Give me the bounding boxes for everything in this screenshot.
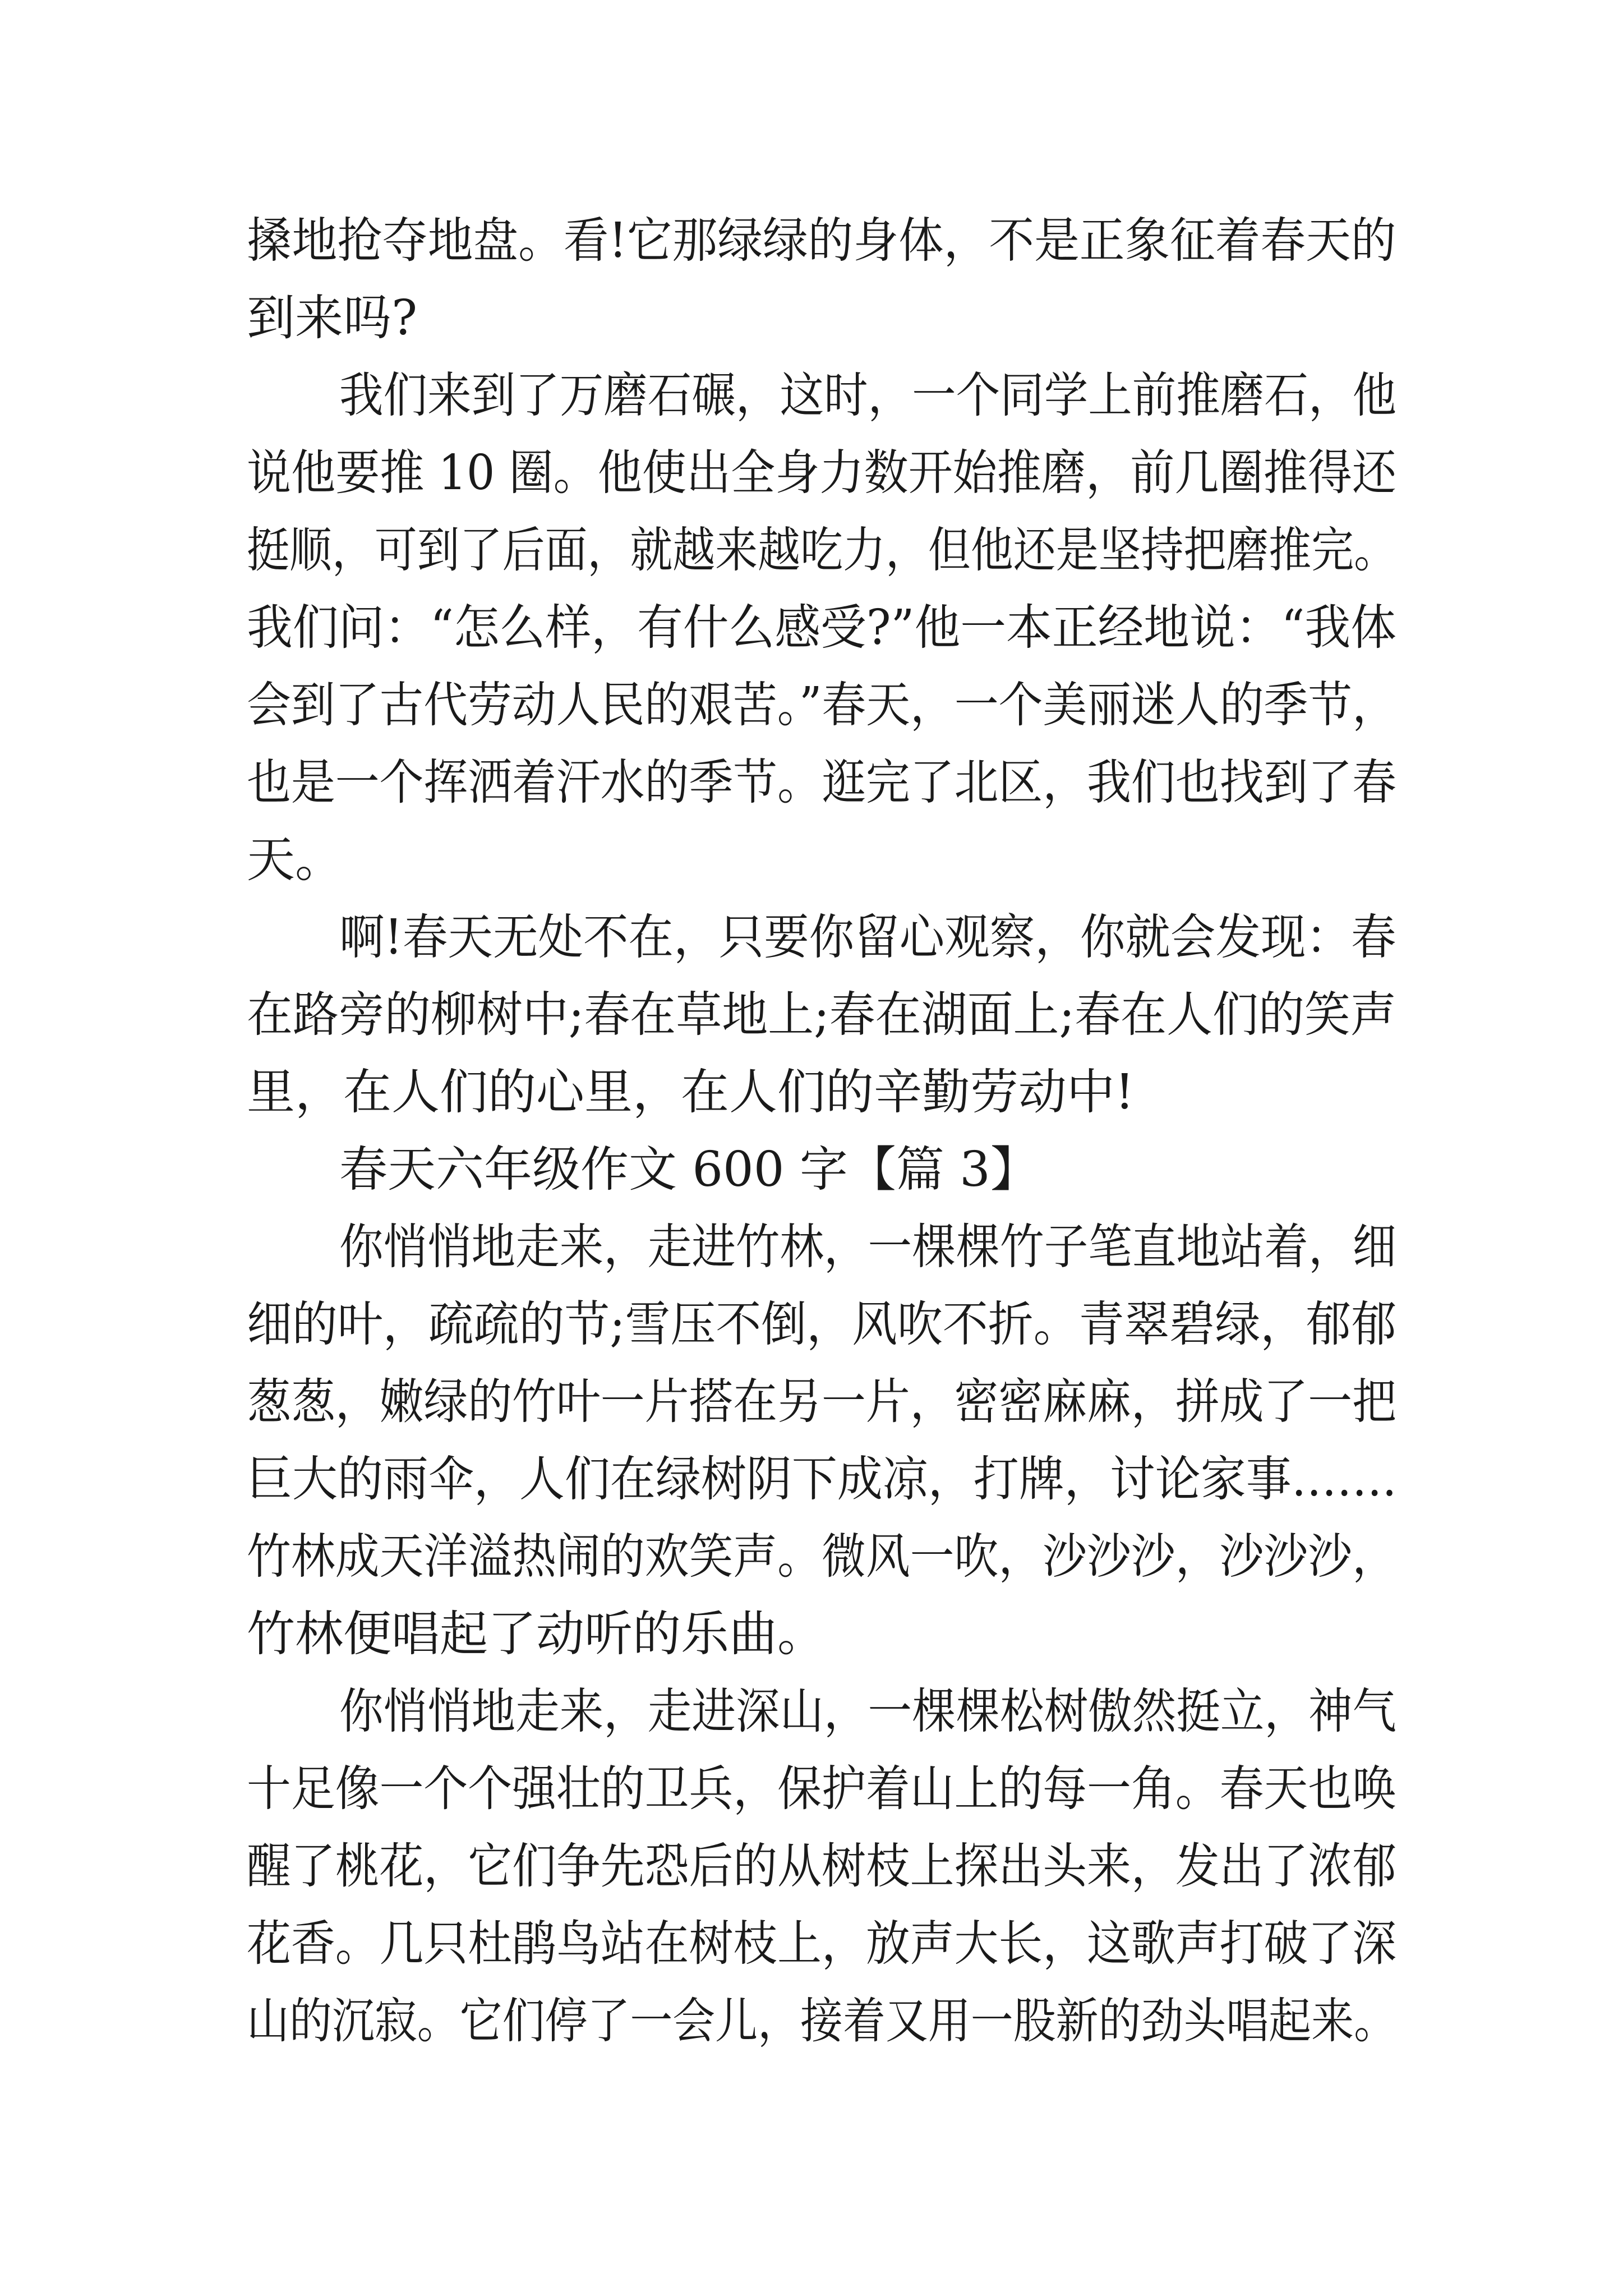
text-line: 也是一个挥洒着汗水的季节。逛完了北区，我们也找到了春: [247, 754, 1396, 811]
paragraph-start-line: 我们来到了万磨石碾，这时，一个同学上前推磨石，他: [339, 367, 1397, 424]
paragraph-start-line: 你悄悄地走来，走进深山，一棵棵松树傲然挺立，神气: [339, 1683, 1397, 1740]
paragraph-start-line: 你悄悄地走来，走进竹林，一棵棵竹子笔直地站着，细: [339, 1219, 1397, 1275]
text-line: 竹林成天洋溢热闹的欢笑声。微风一吹，沙沙沙，沙沙沙，: [247, 1529, 1396, 1585]
paragraph-start-line: 啊!春天无处不在，只要你留心观察，你就会发现：春: [339, 909, 1396, 965]
text-line: 天。: [247, 832, 343, 888]
text-line: 葱葱，嫩绿的竹叶一片搭在另一片，密密麻麻，拼成了一把: [247, 1374, 1396, 1430]
section-heading: 春天六年级作文 600 字【篇 3】: [339, 1142, 1039, 1198]
text-line: 花香。几只杜鹃鸟站在树枝上，放声大长，这歌声打破了深: [247, 1916, 1396, 1972]
text-line: 会到了古代劳动人民的艰苦。”春天，一个美丽迷人的季节，: [247, 677, 1396, 733]
text-line: 竹林便唱起了动听的乐曲。: [247, 1606, 826, 1662]
text-line: 山的沉寂。它们停了一会儿，接着又用一股新的劲头唱起来。: [247, 1993, 1397, 2049]
text-line: 里，在人们的心里，在人们的辛勤劳动中!: [247, 1064, 1135, 1120]
text-line: 十足像一个个强壮的卫兵，保护着山上的每一角。春天也唤: [247, 1761, 1396, 1817]
text-line: 说他要推 10 圈。他使出全身力数开始推磨，前几圈推得还: [247, 445, 1397, 501]
text-line: 到来吗?: [247, 290, 418, 346]
text-line: 巨大的雨伞，人们在绿树阴下成凉，打牌，讨论家事…….: [247, 1451, 1397, 1507]
text-line: 细的叶，疏疏的节;雪压不倒，风吹不折。青翠碧绿，郁郁: [247, 1296, 1396, 1352]
text-line: 在路旁的柳树中;春在草地上;春在湖面上;春在人们的笑声: [247, 987, 1396, 1043]
text-line: 醒了桃花，它们争先恐后的从树枝上探出头来，发出了浓郁: [247, 1838, 1396, 1894]
text-line: 挺顺，可到了后面，就越来越吃力，但他还是坚持把磨推完。: [247, 522, 1397, 578]
text-line: 搡地抢夺地盘。看!它那绿绿的身体，不是正象征着春天的: [247, 213, 1396, 269]
text-line: 我们问：“怎么样，有什么感受?”他一本正经地说：“我体: [247, 600, 1396, 656]
